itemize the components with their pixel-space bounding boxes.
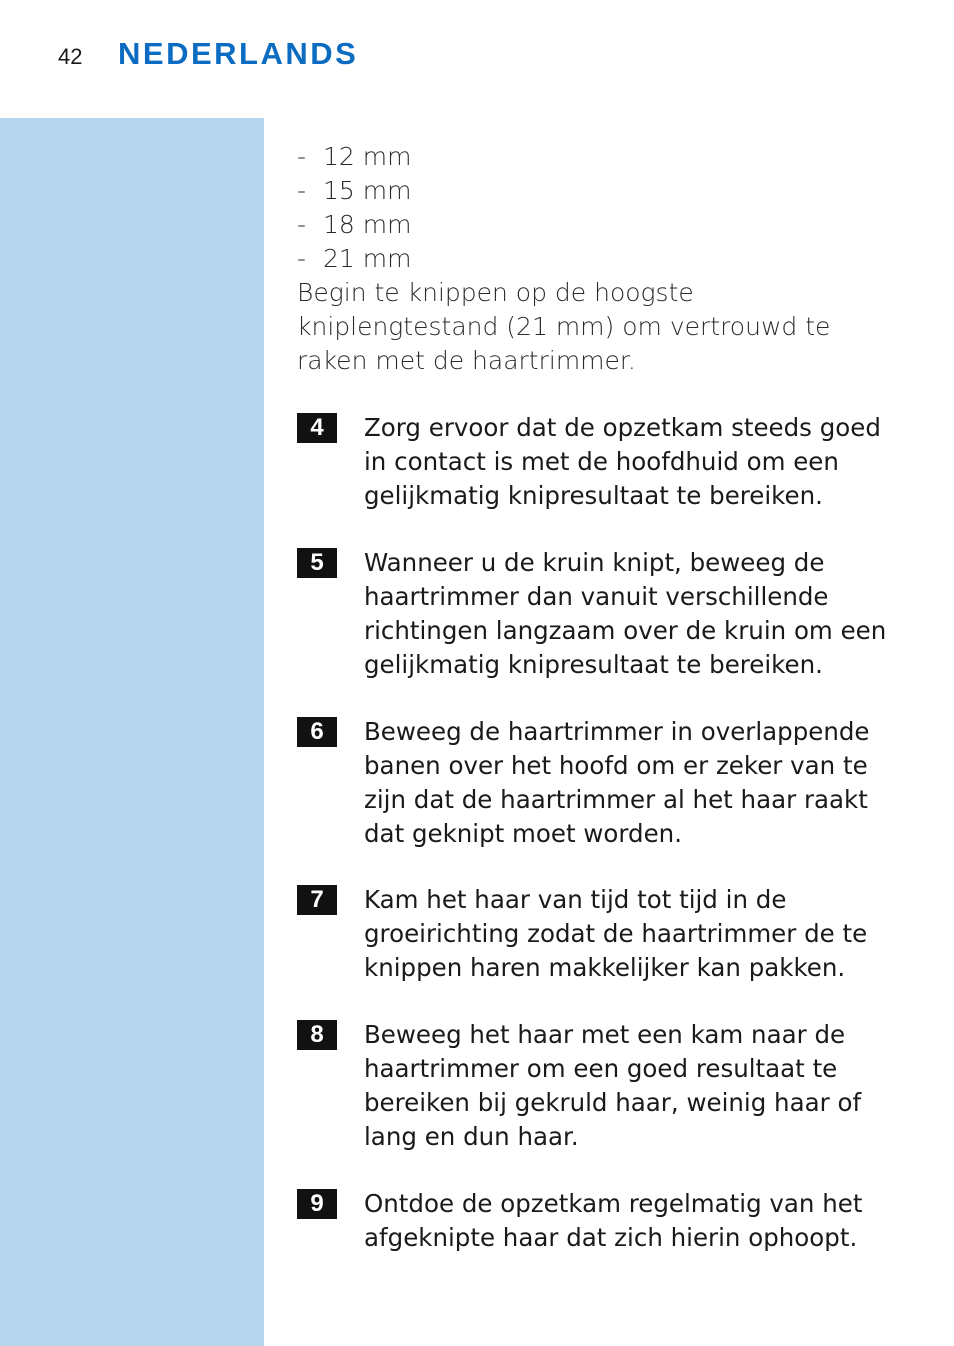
step-text: Beweeg het haar met een kam naar de haartrimmer om een goed resultaat te bereiken bij gekruld haar, weinig haar of lang en dun haar.	[364, 1020, 862, 1151]
intro-paragraph: Begin te knippen op de hoogste kniplengtestand (21 mm) om vertrouwd te raken met de haartrimmer.	[297, 278, 831, 375]
comb-length: 18 mm	[323, 210, 412, 239]
step-text: Wanneer u de kruin knipt, beweeg de haartrimmer dan vanuit verschillende richtingen langzaam over de kruin om een gelijkmatig knipresultaat te bereiken.	[364, 548, 887, 679]
step-number-badge: 8	[297, 1020, 337, 1050]
step-text: Kam het haar van tijd tot tijd in de groeirichting zodat de haartrimmer de te knippen haren makkelijker kan pakken.	[364, 885, 868, 982]
step-number-badge: 5	[297, 548, 337, 578]
list-item	[297, 140, 907, 174]
list-item	[297, 174, 907, 208]
side-bar	[0, 118, 264, 1346]
dash-marker: -	[297, 176, 307, 205]
comb-length: 21 mm	[323, 244, 412, 273]
dash-marker: -	[297, 142, 307, 171]
dash-marker: -	[297, 244, 307, 273]
language-heading: NEDERLANDS	[118, 36, 359, 71]
comb-length: 12 mm	[323, 142, 412, 171]
list-item	[297, 242, 907, 276]
list-item	[297, 208, 907, 242]
step-number-badge: 4	[297, 413, 337, 443]
dash-marker: -	[297, 210, 307, 239]
step-text: Beweeg de haartrimmer in overlappende banen over het hoofd om er zeker van te zijn dat de haartrimmer al het haar raakt dat geknipt moet worden.	[364, 717, 870, 848]
comb-length: 15 mm	[323, 176, 412, 205]
step-text: Zorg ervoor dat de opzetkam steeds goed in contact is met de hoofdhuid om een gelijkmatig knipresultaat te bereiken.	[364, 413, 881, 510]
step-number-badge: 6	[297, 717, 337, 747]
step-text: Ontdoe de opzetkam regelmatig van het afgeknipte haar dat zich hierin ophoopt.	[364, 1189, 863, 1252]
step-number-badge: 9	[297, 1189, 337, 1219]
page-number: 42	[58, 44, 83, 69]
comb-setting-list	[297, 140, 907, 276]
step-number-badge: 7	[297, 885, 337, 915]
intro-section	[297, 140, 907, 378]
